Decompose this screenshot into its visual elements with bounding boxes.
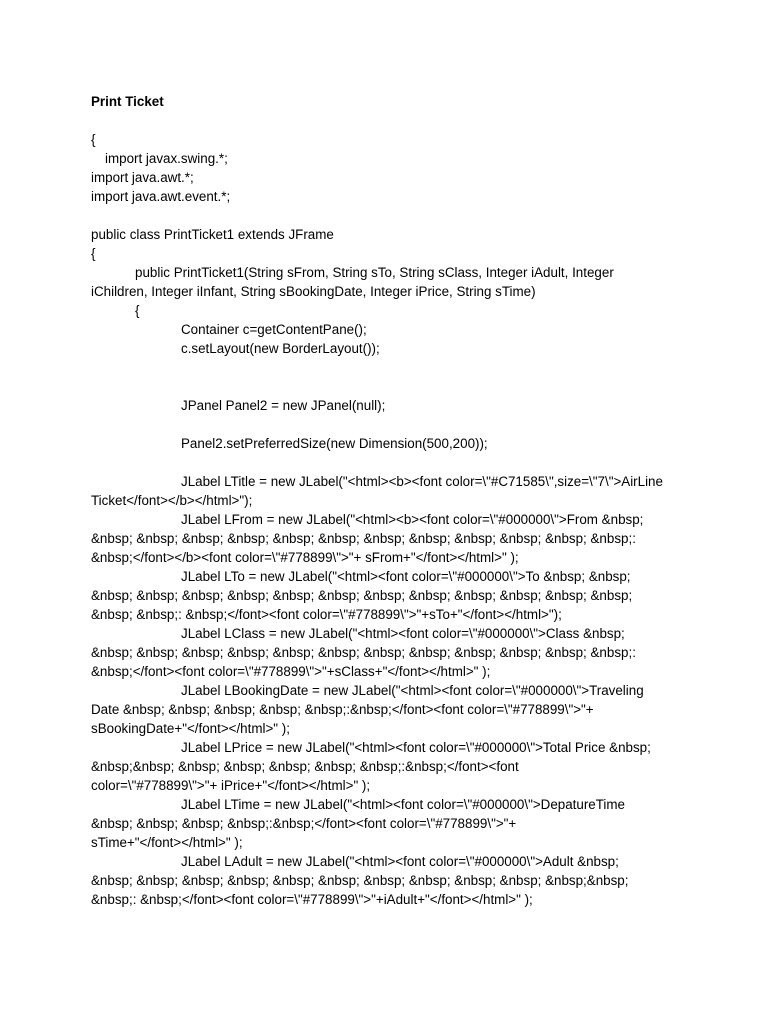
code-line: sBookingDate+"</font></html>" );	[91, 721, 290, 736]
code-line: {	[91, 132, 96, 147]
code-line	[91, 377, 691, 396]
code-line: {	[135, 303, 140, 318]
code-line: {	[91, 246, 96, 261]
code-block	[91, 130, 691, 909]
code-line: JLabel LPrice = new JLabel("<html><font color=\"#000000\">Total Price &nbsp;	[181, 740, 651, 755]
code-line: iChildren, Integer iInfant, String sBookingDate, Integer iPrice, String sTime)	[91, 284, 536, 299]
code-line: &nbsp; &nbsp;: &nbsp;</font><font color=\"#778899\">"+sTo+"</font></html>");	[91, 607, 562, 622]
code-line: Ticket</font></b></html>");	[91, 493, 253, 508]
code-line: JLabel LTo = new JLabel("<html><font color=\"#000000\">To &nbsp; &nbsp;	[181, 569, 631, 584]
code-line: JLabel LTime = new JLabel("<html><font color=\"#000000\">DepatureTime	[181, 797, 626, 812]
code-line: &nbsp;</font></b><font color=\"#778899\">"+ sFrom+"</font></html>" );	[91, 550, 519, 565]
code-line: sTime+"</font></html>" );	[91, 835, 243, 850]
code-line: public class PrintTicket1 extends JFrame	[91, 227, 334, 242]
code-line	[91, 415, 691, 434]
code-line: JPanel Panel2 = new JPanel(null);	[181, 398, 386, 413]
code-line: &nbsp; &nbsp; &nbsp; &nbsp;:&nbsp;</font><font color=\"#778899\">"+	[91, 816, 517, 831]
document-title: Print Ticket	[91, 94, 164, 109]
code-line: &nbsp; &nbsp; &nbsp; &nbsp; &nbsp; &nbsp; &nbsp; &nbsp; &nbsp; &nbsp; &nbsp; &nbsp;	[91, 588, 633, 603]
code-line: color=\"#778899\">"+ iPrice+"</font></html>" );	[91, 778, 371, 793]
code-line: JLabel LClass = new JLabel("<html><font color=\"#000000\">Class &nbsp;	[181, 626, 625, 641]
code-line: &nbsp; &nbsp; &nbsp; &nbsp; &nbsp; &nbsp; &nbsp; &nbsp; &nbsp; &nbsp; &nbsp; &nbsp;:	[91, 645, 636, 660]
code-line: import java.awt.event.*;	[91, 189, 231, 204]
code-line	[91, 206, 691, 225]
code-line: JLabel LFrom = new JLabel("<html><b><font color=\"#000000\">From &nbsp;	[181, 512, 644, 527]
code-line: import java.awt.*;	[91, 170, 194, 185]
code-line: &nbsp; &nbsp; &nbsp; &nbsp; &nbsp; &nbsp; &nbsp; &nbsp; &nbsp; &nbsp; &nbsp; &nbsp;:	[91, 531, 636, 546]
code-line	[91, 358, 691, 377]
code-line: &nbsp;</font><font color=\"#778899\">"+sClass+"</font></html>" );	[91, 664, 491, 679]
code-line: &nbsp; &nbsp; &nbsp; &nbsp; &nbsp; &nbsp; &nbsp; &nbsp; &nbsp; &nbsp; &nbsp;&nbsp;	[91, 873, 629, 888]
code-line: c.setLayout(new BorderLayout());	[181, 341, 380, 356]
code-line: Panel2.setPreferredSize(new Dimension(500,200));	[181, 436, 488, 451]
code-line: JLabel LBookingDate = new JLabel("<html><font color=\"#000000\">Traveling	[181, 683, 644, 698]
code-line: JLabel LTitle = new JLabel("<html><b><font color=\"#C71585\",size=\"7\">AirLine	[181, 474, 663, 489]
code-line	[91, 453, 691, 472]
code-line: &nbsp;&nbsp; &nbsp; &nbsp; &nbsp; &nbsp; &nbsp;:&nbsp;</font><font	[91, 759, 519, 774]
code-line: public PrintTicket1(String sFrom, String sTo, String sClass, Integer iAdult, Integer	[135, 265, 614, 280]
code-line: JLabel LAdult = new JLabel("<html><font color=\"#000000\">Adult &nbsp;	[181, 854, 619, 869]
code-line: Date &nbsp; &nbsp; &nbsp; &nbsp; &nbsp;:&nbsp;</font><font color=\"#778899\">"+	[91, 702, 594, 717]
code-line: import javax.swing.*;	[105, 151, 228, 166]
code-line: &nbsp;: &nbsp;</font><font color=\"#778899\">"+iAdult+"</font></html>" );	[91, 892, 533, 907]
code-line: Container c=getContentPane();	[181, 322, 367, 337]
